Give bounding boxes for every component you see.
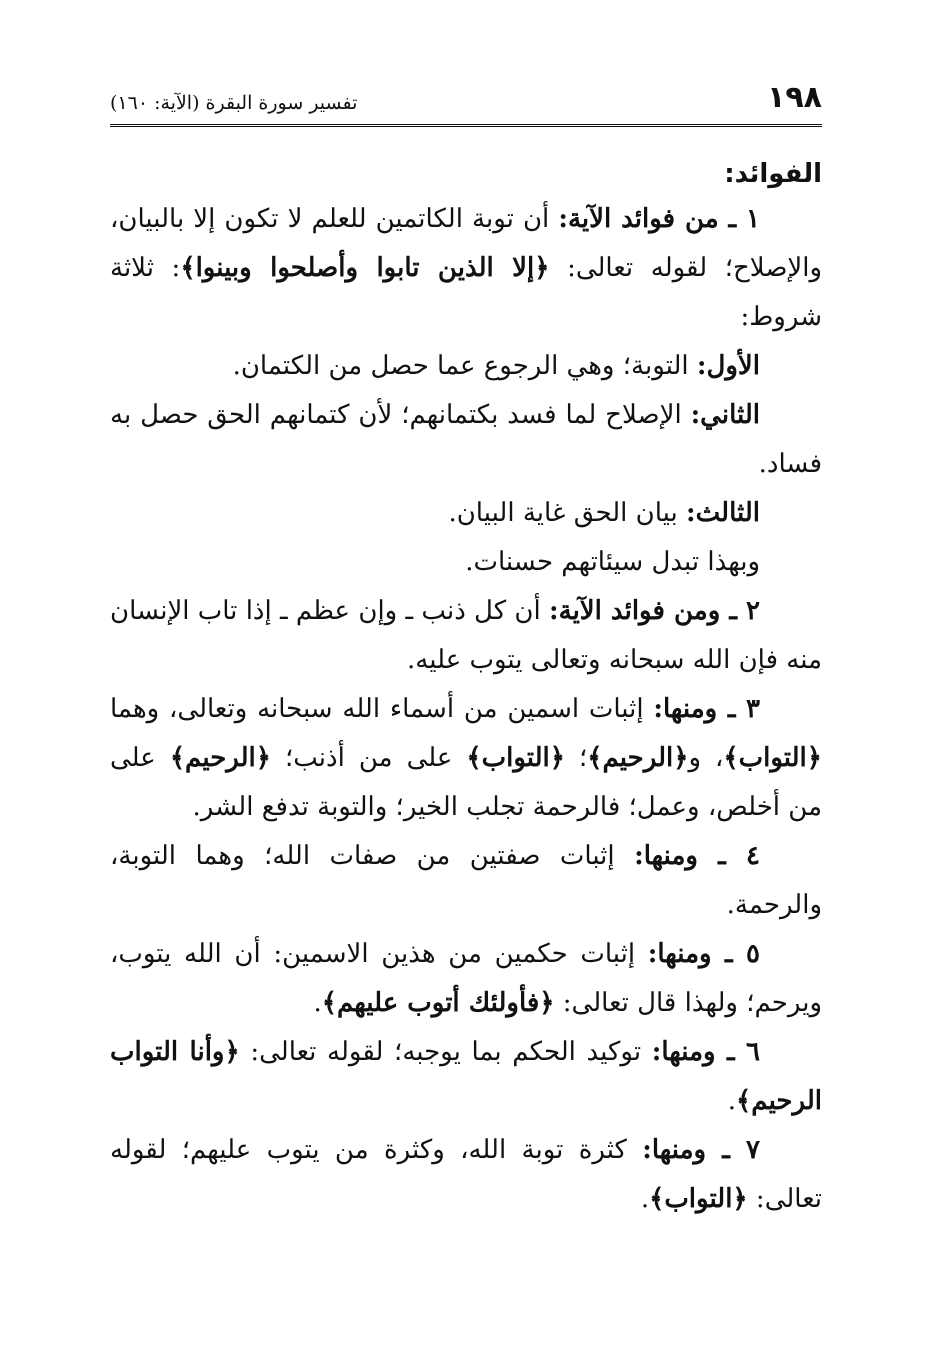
benefit-2 [110, 587, 822, 685]
benefit-5-s0: إثبات حكمين من هذين الاسمين: أن الله يتوب، ويرحم؛ ولهذا قال تعالى: [110, 939, 822, 1018]
benefit-7-quran-quote: ﴿التواب﴾ [649, 1184, 748, 1214]
page-header [110, 78, 822, 127]
benefit-3-quote-raheem-2: ﴿الرحيم﴾ [169, 743, 271, 773]
benefit-3-s2: ، و [688, 743, 724, 773]
benefit-3-s8: على من أخلص، وعمل؛ فالرحمة تجلب الخير؛ والتوبة تدفع الشر. [110, 743, 822, 822]
benefit-7-s2: . [640, 1184, 650, 1214]
benefit-5 [110, 930, 822, 1028]
condition-3 [110, 489, 822, 538]
benefit-3-quote-tawwab: ﴿التواب﴾ [723, 743, 823, 773]
benefit-1-text-b: : ثلاثة شروط: [110, 253, 822, 332]
benefit-6 [110, 1028, 822, 1126]
benefit-6-s0: توكيد الحكم بما يوجبه؛ لقوله تعالى: [239, 1037, 652, 1067]
benefit-3 [110, 685, 822, 832]
condition-1-lead: الأول: [696, 351, 760, 381]
condition-1-text: التوبة؛ وهي الرجوع عما حصل من الكتمان. [232, 351, 697, 381]
running-title: تفسير سورة البقرة (الآية: ١٦٠) [110, 92, 358, 114]
condition-3-text: بيان الحق غاية البيان. [448, 498, 687, 528]
benefit-1-text-a: أن توبة الكاتمين للعلم لا تكون إلا بالبيان، والإصلاح؛ لقوله تعالى: [110, 204, 822, 283]
benefit-5-s2: . [313, 988, 322, 1018]
benefit-4-lead: ٤ ـ ومنها: [634, 841, 760, 871]
benefit-3-s6: على من أذنب؛ [271, 743, 467, 773]
conclusion: وبهذا تبدل سيئاتهم حسنات. [465, 547, 760, 577]
benefit-7-lead: ٧ ـ ومنها: [642, 1135, 760, 1165]
section-title: الفوائد: [724, 159, 822, 189]
book-page [110, 78, 822, 1224]
page-number: ١٩٨ [767, 80, 822, 115]
benefit-2-lead: ٢ ـ ومن فوائد الآية: [549, 596, 760, 626]
condition-3-lead: الثالث: [686, 498, 760, 528]
benefit-3-lead: ٣ ـ ومنها: [653, 694, 760, 724]
benefit-1 [110, 195, 822, 342]
benefit-2-text: أن كل ذنب ـ وإن عظم ـ إذا تاب الإنسان منه فإن الله سبحانه وتعالى يتوب عليه. [110, 596, 822, 675]
condition-2-text: الإصلاح لما فسد بكتمانهم؛ لأن كتمانهم الحق حصل به فساد. [110, 400, 822, 479]
page-content [110, 195, 822, 1224]
benefit-7-s0: كثرة توبة الله، وكثرة من يتوب عليهم؛ لقوله تعالى: [110, 1135, 822, 1214]
benefit-3-quote-raheem: ﴿الرحيم﴾ [587, 743, 689, 773]
benefit-4-text: إثبات صفتين من صفات الله؛ وهما التوبة، والرحمة. [110, 841, 822, 920]
benefit-3-s4: ؛ [564, 743, 588, 773]
benefit-6-quran-quote: ﴿وأنا التواب الرحيم﴾ [110, 1037, 822, 1116]
benefit-5-lead: ٥ ـ ومنها: [647, 939, 760, 969]
benefit-1-quran-quote: ﴿إلا الذين تابوا وأصلحوا وبينوا﴾ [180, 253, 550, 283]
benefit-3-quote-tawwab-2: ﴿التواب﴾ [466, 743, 565, 773]
benefit-7 [110, 1126, 822, 1224]
benefit-4 [110, 832, 822, 930]
benefit-1-lead: ١ ـ من فوائد الآية: [558, 204, 760, 234]
benefit-5-quran-quote: ﴿فأولئك أتوب عليهم﴾ [321, 988, 555, 1018]
condition-2 [110, 391, 822, 489]
benefit-6-lead: ٦ ـ ومنها: [651, 1037, 760, 1067]
condition-2-lead: الثاني: [690, 400, 760, 430]
benefit-6-s2: . [727, 1086, 737, 1116]
benefit-3-s0: إثبات اسمين من أسماء الله سبحانه وتعالى، وهما [110, 694, 654, 724]
condition-1 [110, 342, 822, 391]
